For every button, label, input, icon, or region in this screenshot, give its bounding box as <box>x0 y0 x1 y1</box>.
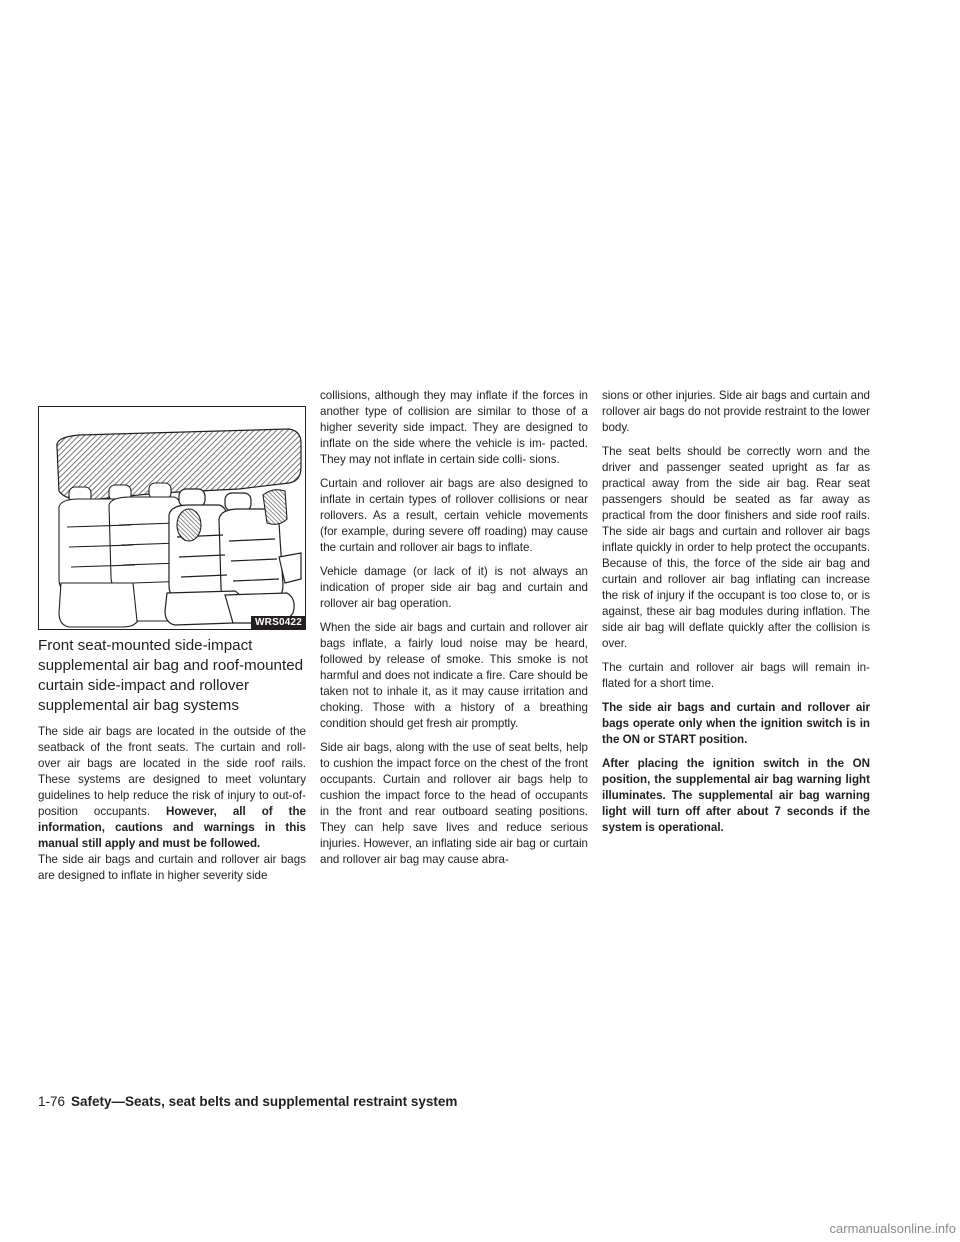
column-2 <box>320 388 588 876</box>
bold-text: After placing the ignition switch in the ON position, the supplemental air bag warning light illuminates. The supplemental air bag warning light will turn off after about 7 seconds if the system is operational. <box>602 757 870 834</box>
section-heading: Front seat-mounted side-impact supplemental air bag and roof-mounted curtain side-impact and rollover supplemental air bag systems <box>38 637 304 714</box>
watermark: carmanualsonline.info <box>829 1221 956 1236</box>
paragraph: Side air bags, along with the use of seat belts, help to cushion the impact force on the chest of the front occupants. Curtain and rollover air bags help to cushion the impact force to the head of occupants in the front and rear outboard seating positions. They can help save lives and reduce serious injuries. However, an inflating side air bag or curtain and rollover air bag may cause abra- <box>320 741 588 866</box>
paragraph-bold <box>602 700 870 748</box>
paragraph: sions or other injuries. Side air bags and curtain and rollover air bags do not provide restraint to the lower body. <box>602 389 870 434</box>
bold-text: The side air bags and curtain and rollover air bags operate only when the ignition switch is in the ON or START position. <box>602 701 870 746</box>
paragraph: Vehicle damage (or lack of it) is not always an indication of proper side air bag and curtain and rollover air bag operation. <box>320 565 588 610</box>
figure-label: WRS0422 <box>251 616 305 629</box>
paragraph: collisions, although they may inflate if the forces in another type of collision are similar to those of a higher severity side impact. They are designed to inflate on the side where the vehicle is im- pacted. They may not inflate in certain side colli- sions. <box>320 389 588 466</box>
column-1 <box>38 636 306 892</box>
seats-and-airbags-illustration <box>39 407 306 630</box>
paragraph: Curtain and rollover air bags are also designed to inflate in certain types of rollover collisions or near rollovers. As a result, certain vehicle movements (for example, during severe off roading) may cause the curtain and rollover air bags to inflate. <box>320 477 588 554</box>
airbag-figure <box>38 406 306 630</box>
page-footer <box>38 1094 457 1109</box>
paragraph: When the side air bags and curtain and rollover air bags inflate, a fairly loud noise may be heard, followed by release of smoke. This smoke is not harmful and does not indicate a fire. Care should be taken not to inhale it, as it may cause irritation and choking. Those with a history of a breathing condition should get fresh air promptly. <box>320 621 588 730</box>
paragraph-bold-text: However, all of the information, cautions and warnings in this manual still apply and must be followed. <box>38 805 306 850</box>
paragraph-bold <box>602 756 870 836</box>
page-number: 1-76 <box>38 1094 66 1109</box>
section-title: Safety—Seats, seat belts and supplemental restraint system <box>71 1094 458 1109</box>
paragraph: The curtain and rollover air bags will remain in- flated for a short time. <box>602 661 870 690</box>
paragraph-text: The side air bags are located in the outside of the seatback of the front seats. The curtain and roll- over air bags are located in the side roof rails. These systems are designed to meet voluntary guidelines to help reduce the risk of injury to out-of-position occupants. <box>38 725 306 818</box>
column-3 <box>602 388 870 844</box>
paragraph: The seat belts should be correctly worn and the driver and passenger seated upright as far as practical away from the side air bag. Rear seat passengers should be seated as far away as practical from the door finishers and side roof rails. The side air bags and curtain and rollover air bags inflate quickly in order to help protect the occupants. Because of this, the force of the side air bag and curtain and rollover air bag inflating can increase the risk of injury if the occupant is too close to, or is against, these air bag modules during inflation. The side air bag will deflate quickly after the collision is over. <box>602 445 870 650</box>
paragraph <box>38 724 306 852</box>
paragraph: The side air bags and curtain and rollover air bags are designed to inflate in higher severity side <box>38 853 306 882</box>
